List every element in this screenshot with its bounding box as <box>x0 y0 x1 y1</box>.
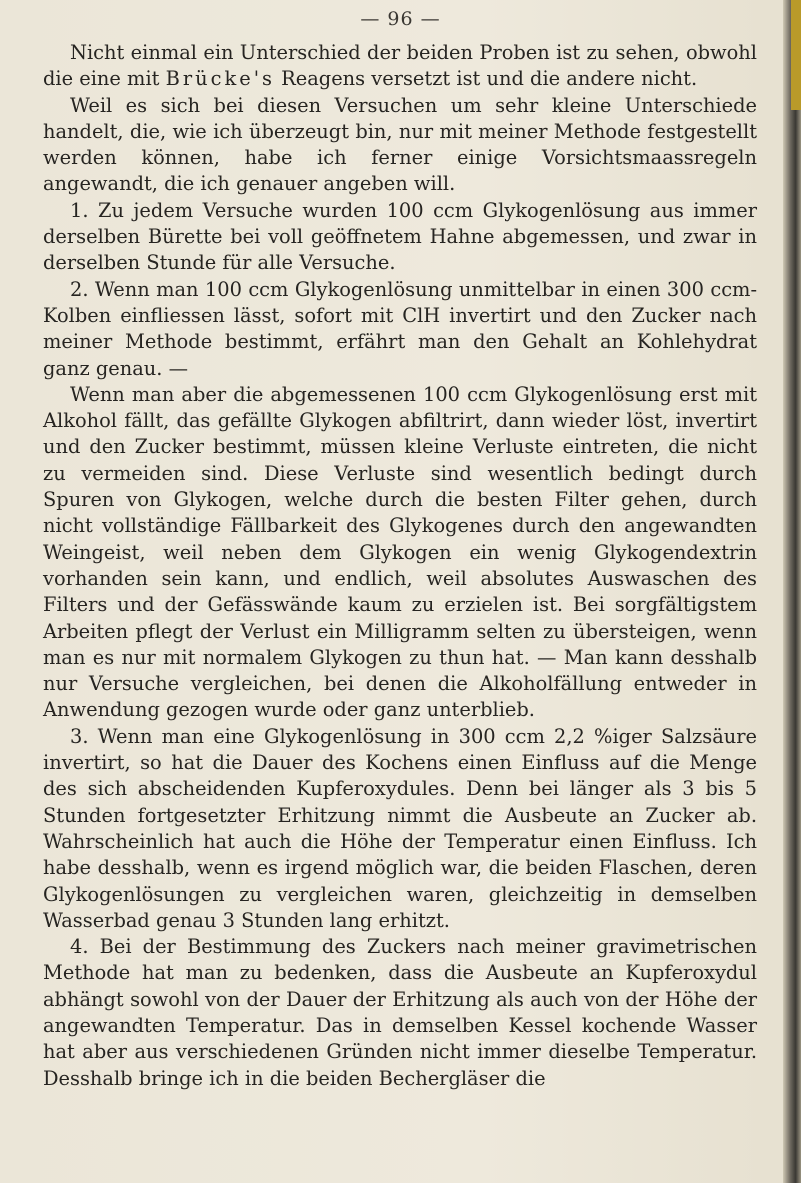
paragraph-1 <box>43 40 757 93</box>
page-edge-strip <box>791 0 801 110</box>
paragraph-1-start: Nicht einmal ein Unterschied der beiden Proben ist zu sehen, obwohl die eine mit <box>43 41 757 91</box>
paragraph-1-end: Reagens versetzt ist und die andere nicht. <box>274 67 698 91</box>
body-text <box>43 40 757 1092</box>
page-edge-shadow <box>783 0 801 1183</box>
paragraph-5: Wenn man aber die abgemessenen 100 ccm Glykogenlösung erst mit Alkohol fällt, das gefällte Glykogen abfiltrirt, dann wieder löst, invertirt und den Zucker bestimmt, müssen kleine Verluste eintreten, die nicht zu vermeiden sind. Diese Verluste sind wesentlich bedingt durch Spuren von Glykogen, welche durch die besten Filter gehen, durch nicht vollständige Fällbarkeit des Glykogenes durch den angewandten Weingeist, weil neben dem Glykogen ein wenig Glykogendextrin vorhanden sein kann, und endlich, weil absolutes Auswaschen des Filters und der Gefässwände kaum zu erzielen ist. Bei sorgfältigstem Arbeiten pflegt der Verlust ein Milligramm selten zu übersteigen, wenn man es nur mit normalem Glykogen zu thun hat. — Man kann desshalb nur Versuche vergleichen, bei denen die Alkoholfällung entweder in Anwendung gezogen wurde oder ganz unterblieb. <box>43 382 757 722</box>
paragraph-3: 1. Zu jedem Versuche wurden 100 ccm Glykogenlösung aus immer derselben Bürette bei voll geöffnetem Hahne abgemessen, und zwar in derselben Stunde für alle Versuche. <box>43 198 757 275</box>
paragraph-7: 4. Bei der Bestimmung des Zuckers nach meiner gravimetrischen Methode hat man zu bedenken, dass die Ausbeute an Kupferoxydul abhängt sowohl von der Dauer der Erhitzung als auch von der Höhe der angewandten Temperatur. Das in demselben Kessel kochende Wasser hat aber aus verschiedenen Gründen nicht immer dieselbe Temperatur. Desshalb bringe ich in die beiden Bechergläser die <box>43 935 757 1090</box>
paragraph-2: Weil es sich bei diesen Versuchen um sehr kleine Unterschiede handelt, die, wie ich überzeugt bin, nur mit meiner Methode festgestellt werden können, habe ich ferner einige Vorsichtsmaassregeln angewandt, die ich genauer angeben will. <box>43 93 757 196</box>
page-number: — 96 — <box>360 8 441 30</box>
paragraph-4: 2. Wenn man 100 ccm Glykogenlösung unmittelbar in einen 300 ccm-Kolben einfliessen lässt, sofort mit ClH invertirt und den Zucker nach meiner Methode bestimmt, erfährt man den Gehalt an Kohlehydrat ganz genau. — <box>43 277 757 380</box>
author-name: Brücke's <box>165 67 275 91</box>
paragraph-6: 3. Wenn man eine Glykogenlösung in 300 ccm 2,2 %iger Salzsäure invertirt, so hat die Dauer des Kochens einen Einfluss auf die Menge des sich abscheidenden Kupferoxydules. Denn bei länger als 3 bis 5 Stunden fortgesetzter Erhitzung nimmt die Ausbeute an Zucker ab. Wahrscheinlich hat auch die Höhe der Temperatur einen Einfluss. Ich habe desshalb, wenn es irgend möglich war, die beiden Flaschen, deren Glykogenlösungen zu vergleichen waren, gleichzeitig in demselben Wasserbad genau 3 Stunden lang erhitzt. <box>43 724 757 932</box>
